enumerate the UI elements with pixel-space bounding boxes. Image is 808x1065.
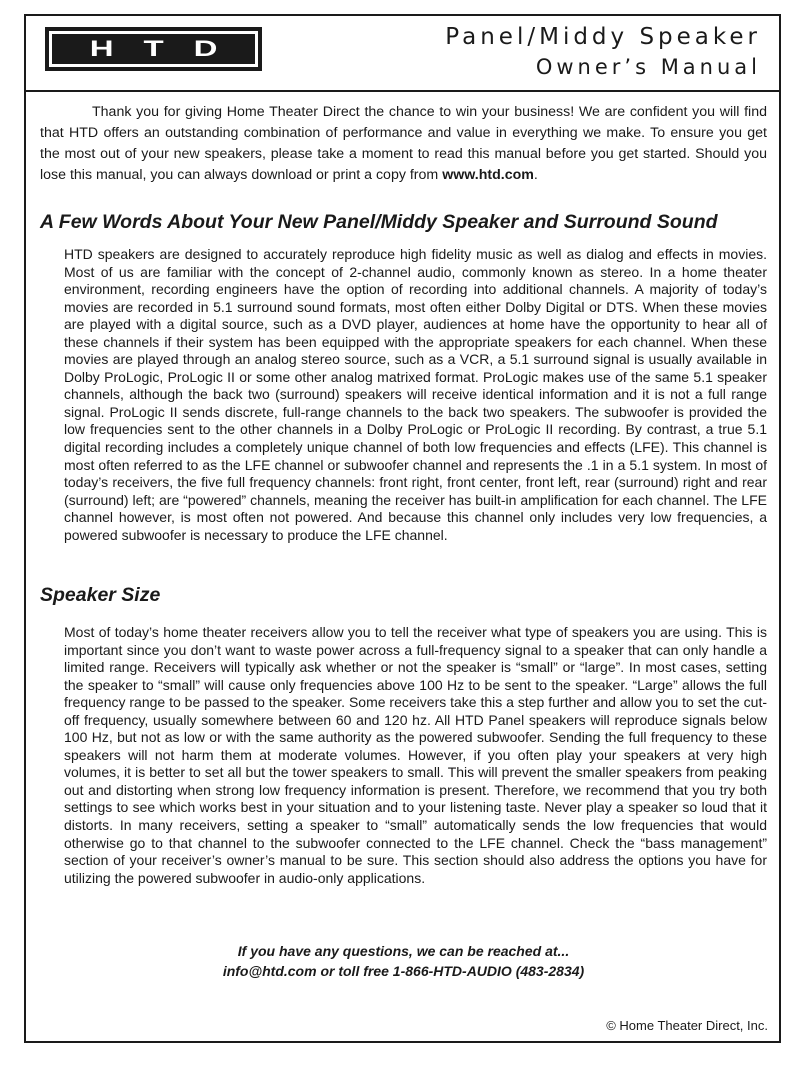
intro-text: Thank you for giving Home Theater Direct the chance to win your business! We are confident you will find that HTD offers an outstanding combination of performance and value in everything we make. To ensure you get the most out of your new speakers, please take a moment to read this manual before you get started. Should you lose this manual, you can always download or print a copy from [40,104,767,183]
contact-line-1: If you have any questions, we can be reached at... [237,943,570,959]
htd-logo [45,27,262,71]
header-divider [24,90,781,92]
contact-line-2: info@htd.com or toll free 1-866-HTD-AUDIO (483-2834) [222,963,585,979]
intro-end: . [533,167,538,183]
intro-paragraph [40,102,767,186]
header [24,14,781,90]
website-link[interactable]: www.htd.com [442,167,534,183]
copyright-notice: © Home Theater Direct, Inc. [606,1018,768,1033]
document-title: Panel/Middy Speaker [445,24,761,50]
logo-text: HTD [89,36,248,61]
section-heading-surround: A Few Words About Your New Panel/Middy Speaker and Surround Sound [40,211,718,233]
document-subtitle: Owner’s Manual [535,55,761,79]
section-body-speaker-size: Most of today’s home theater receivers allow you to tell the receiver what type of speakers you are using. This is important since you don’t want to waste power across a full-frequency signal to a speaker that can only handle a limited range. Receivers will typically ask whether or not the speaker is “small” or “large”. In most cases, setting the speaker to “small” will cause only frequencies above 100 Hz to be sent to the speaker. “Large” allows the full frequency range to be passed to the speaker. Some receivers take this a step further and allow you to set the cut-off frequency, usually somewhere between 60 and 120 hz. All HTD Panel speakers will reproduce signals below 100 Hz, but not as low or with the same authority as the powered subwoofer. Sending the full frequency to these speakers will not harm them at moderate volumes. However, if you often play your speakers at very high volumes, it is better to set all but the tower speakers to small. This will prevent the smaller speakers from peaking out and distorting when strong low frequency information is present. Therefore, we recommend that you try both settings to see which works best in your situation and to your listening taste. Never play a speaker so loud that it distorts. In many receivers, setting a speaker to “small” automatically sends the low frequencies that would otherwise go to that channel to the subwoofer connected to the LFE channel. Check the “bass management” section of your receiver’s owner’s manual to be sure. This section should also address the options you have for utilizing the powered subwoofer in audio-only applications. [64,624,767,886]
contact-block [40,941,767,981]
section-heading-speaker-size: Speaker Size [40,584,161,606]
section-body-surround: HTD speakers are designed to accurately reproduce high fidelity music as well as dialog and effects in movies. Most of us are familiar with the concept of 2-channel audio, commonly known as stereo. In a home theater environment, recording engineers have the option of recording into additional channels. A majority of today’s movies are recorded in 5.1 surround sound formats, most often either Dolby Digital or DTS. When these movies are played with a digital source, such as a DVD player, audiences at home have the opportunity to hear all of these channels if their system has been equipped with the appropriate speakers for each channel. When these movies are played through an analog stereo source, such as a VCR, a 5.1 surround signal is usually available in Dolby ProLogic, ProLogic II or some other analog matrixed format. ProLogic makes use of the same 5.1 speaker channels, although the back two (surround) speakers will receive identical information and it is not a full range signal. ProLogic II sends discrete, full-range channels to the back two speakers. The subwoofer is provided the low frequencies sent to the other channels in a Dolby ProLogic or ProLogic II recording. By contrast, a true 5.1 digital recording includes a completely unique channel of both low frequencies and effects (LFE). This channel is most often referred to as the LFE channel or subwoofer channel and represents the .1 in a 5.1 system. In most of today’s receivers, the five full frequency channels: front right, front center, front left, rear (surround) right and rear (surround) left; are “powered” channels, meaning the receiver has built-in amplification for each channel. The LFE channel however, is most often not powered. And because this channel only includes very low frequencies, a powered subwoofer is necessary to produce the LFE channel. [64,246,767,543]
logo-border [49,31,258,67]
